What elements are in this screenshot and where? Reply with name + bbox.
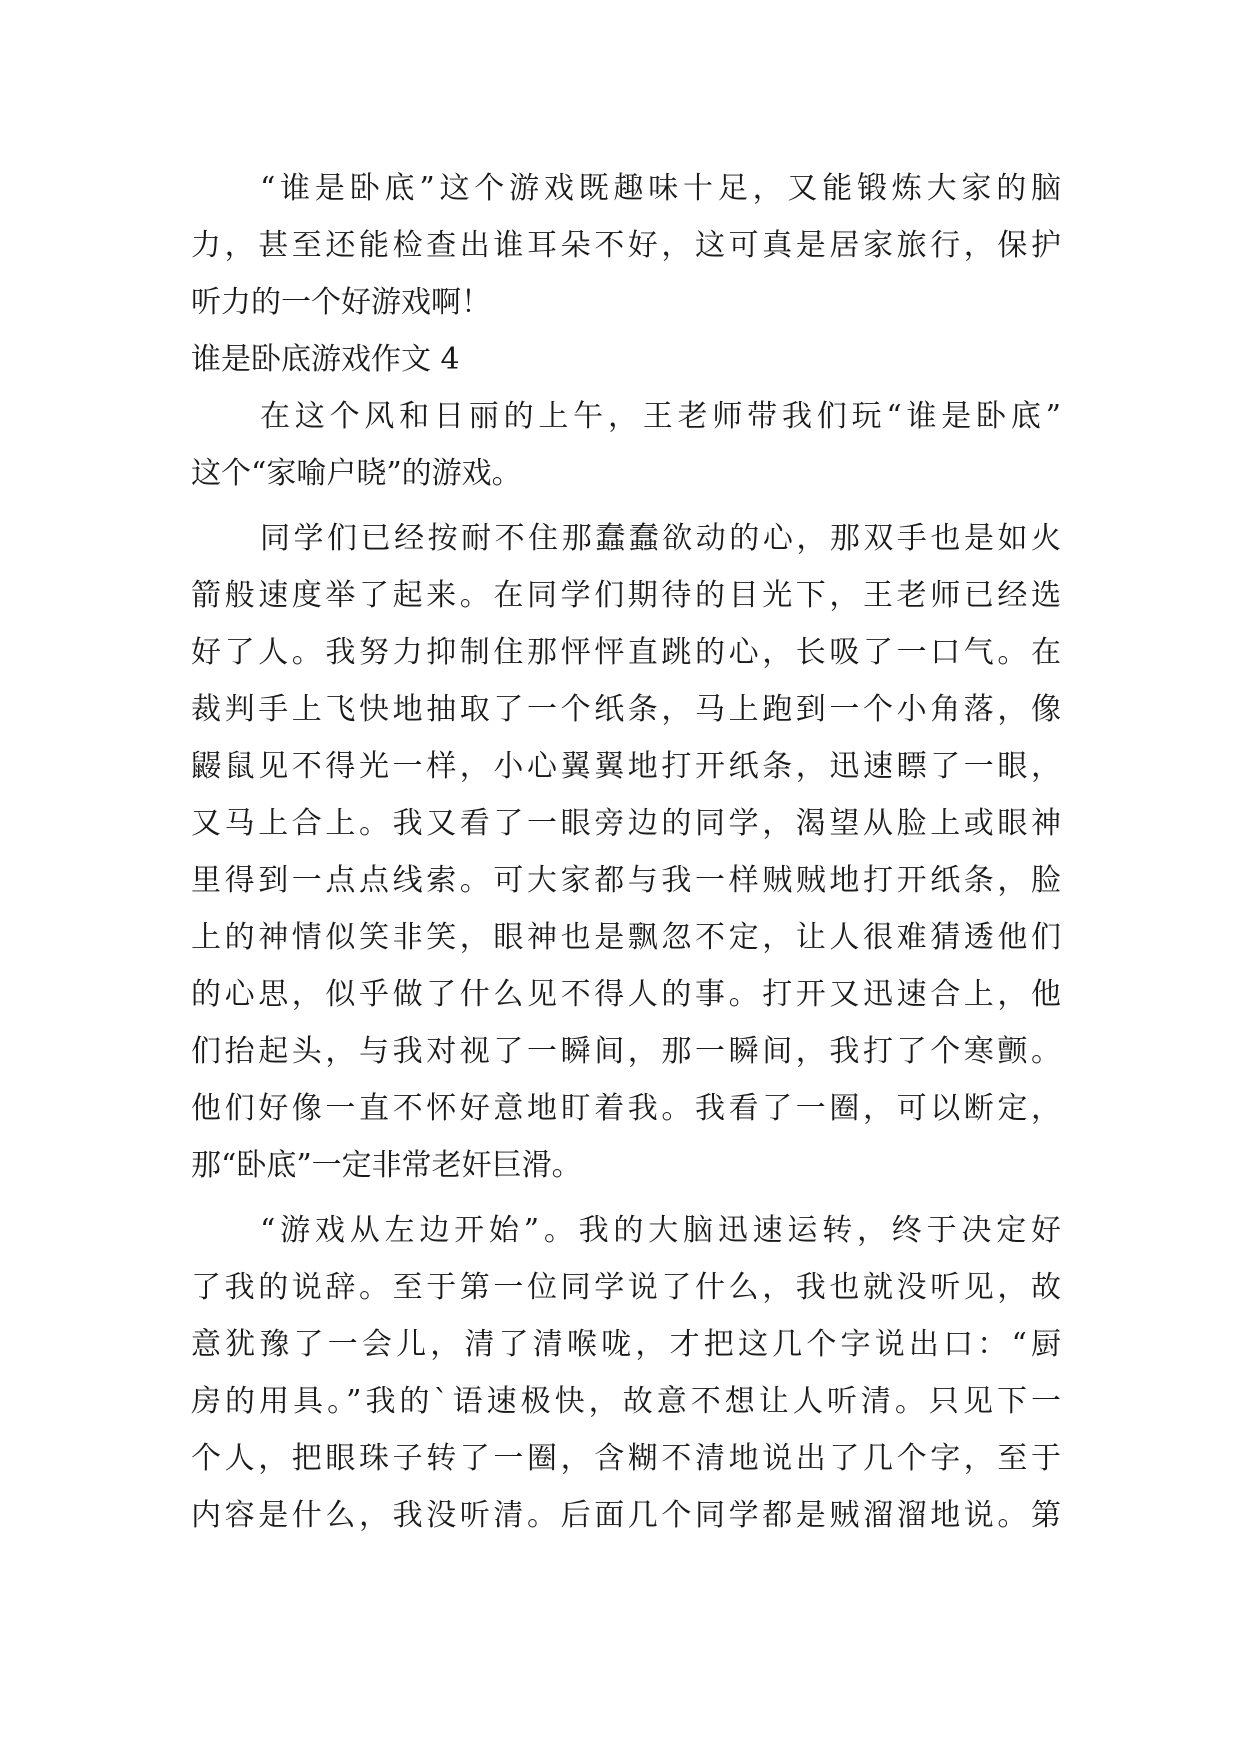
- text-line: 上的神情似笑非笑，眼神也是飘忽不定，让人很难猜透他们: [191, 920, 1061, 955]
- text-line: 里得到一点点线索。可大家都与我一样贼贼地打开纸条，脸: [191, 863, 1061, 898]
- text-line: 好了人。我努力抑制住那怦怦直跳的心，长吸了一口气。在: [191, 635, 1061, 670]
- text-line: 了我的说辞。至于第一位同学说了什么，我也就没听见，故: [191, 1270, 1061, 1305]
- document-body: [191, 160, 1061, 1544]
- text-line: 听力的一个好游戏啊！: [191, 285, 491, 320]
- text-line: “游戏从左边开始”。我的大脑迅速运转，终于决定好: [260, 1213, 1061, 1248]
- paragraph-4: [191, 1202, 1061, 1544]
- text-line: 个人，把眼珠子转了一圈，含糊不清地说出了几个字，至于: [191, 1441, 1061, 1476]
- section-title-text: 谁是卧底游戏作文 4: [191, 342, 460, 377]
- text-line: 们抬起头，与我对视了一瞬间，那一瞬间，我打了个寒颤。: [191, 1034, 1061, 1069]
- paragraph-gap: [191, 502, 1061, 510]
- text-line: 内容是什么，我没听清。后面几个同学都是贼溜溜地说。第: [191, 1498, 1061, 1533]
- text-line: 这个“家喻户晓”的游戏。: [191, 456, 522, 491]
- text-line: 那“卧底”一定非常老奸巨滑。: [191, 1148, 582, 1183]
- text-line: 裁判手上飞快地抽取了一个纸条，马上跑到一个小角落，像: [191, 692, 1061, 727]
- text-line: 鼹鼠见不得光一样，小心翼翼地打开纸条，迅速瞟了一眼，: [191, 749, 1061, 784]
- text-line: 在这个风和日丽的上午，王老师带我们玩“谁是卧底”: [260, 399, 1061, 434]
- paragraph-1: [191, 160, 1061, 331]
- text-line: 他们好像一直不怀好意地盯着我。我看了一圈，可以断定，: [191, 1091, 1061, 1126]
- text-line: 箭般速度举了起来。在同学们期待的目光下，王老师已经选: [191, 578, 1061, 613]
- text-line: 意犹豫了一会儿，清了清喉咙，才把这几个字说出口：“厨: [191, 1327, 1061, 1362]
- text-line: 力，甚至还能检查出谁耳朵不好，这可真是居家旅行，保护: [191, 228, 1061, 263]
- text-line: 房的用具。”我的`语速极快，故意不想让人听清。只见下一: [191, 1384, 1061, 1419]
- text-line: “谁是卧底”这个游戏既趣味十足，又能锻炼大家的脑: [260, 171, 1061, 206]
- paragraph-gap: [191, 1194, 1061, 1202]
- text-line: 的心思，似乎做了什么见不得人的事。打开又迅速合上，他: [191, 977, 1061, 1012]
- text-line: 同学们已经按耐不住那蠢蠢欲动的心，那双手也是如火: [260, 521, 1061, 556]
- paragraph-2: [191, 388, 1061, 502]
- paragraph-3: [191, 510, 1061, 1194]
- text-line: 又马上合上。我又看了一眼旁边的同学，渴望从脸上或眼神: [191, 806, 1061, 841]
- section-title: [191, 331, 1061, 388]
